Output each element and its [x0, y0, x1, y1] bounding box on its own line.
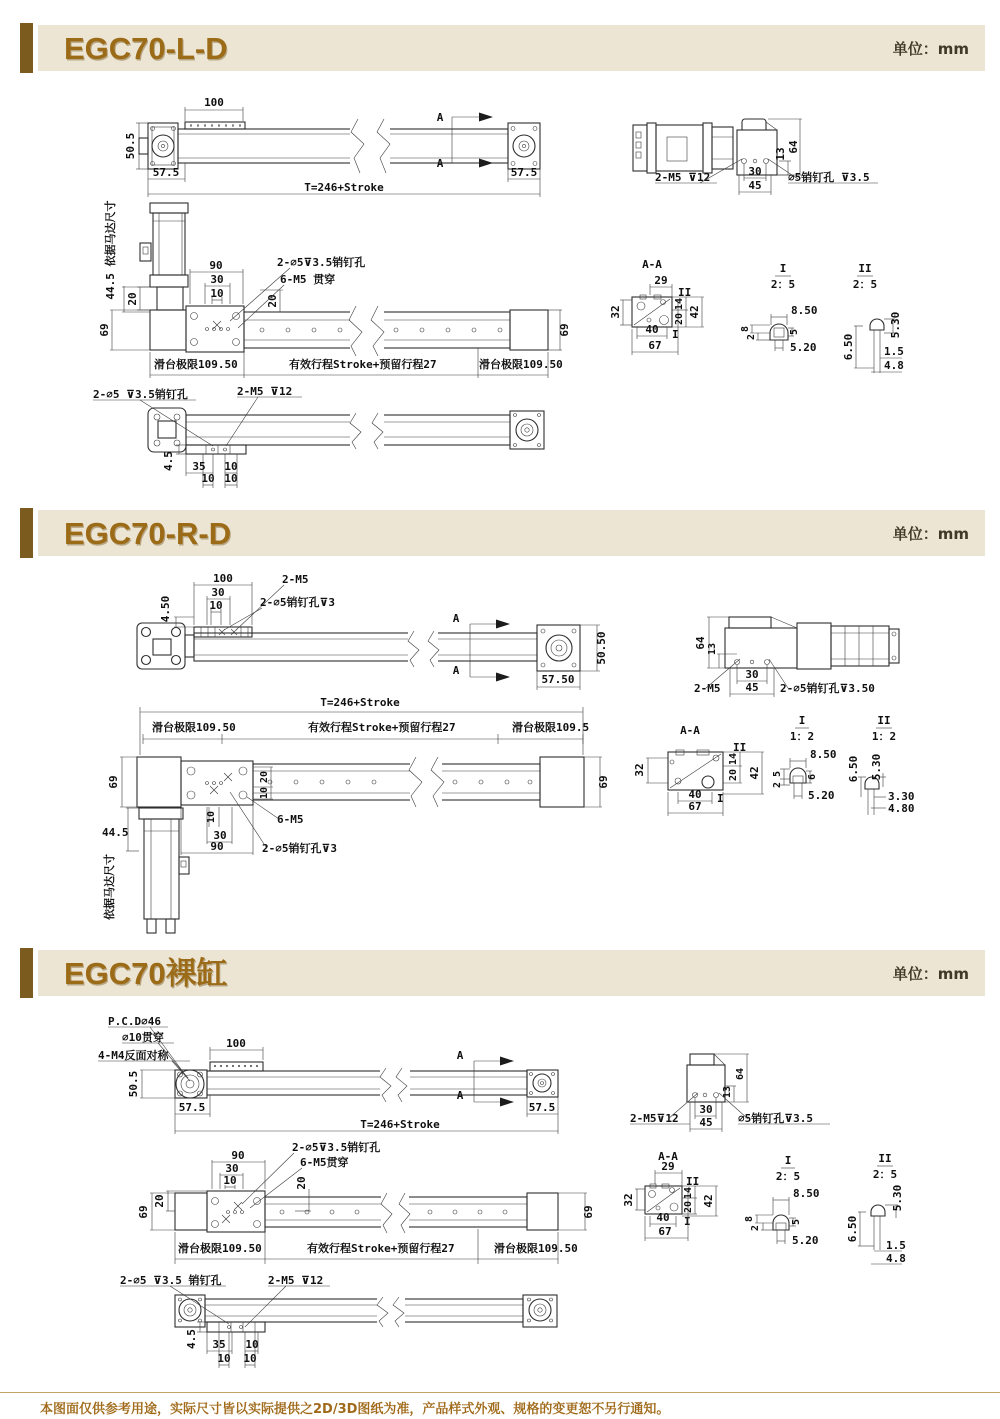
dim-di-8: 8	[740, 325, 751, 333]
detail-i-title: I	[798, 714, 806, 727]
s1-section-aa	[609, 258, 704, 355]
dim-aa-32: 32	[609, 305, 622, 319]
dim-slider-length: 100	[204, 96, 224, 109]
dim-pin-span: 45	[745, 681, 759, 694]
dim-slider-length: 100	[213, 572, 233, 585]
dim-slider-30: 30	[225, 1162, 239, 1175]
motor-size-note: 44.5 依据马达尺寸	[104, 200, 117, 300]
dim-slider-30: 30	[210, 273, 224, 286]
s2-detail-ii	[847, 714, 915, 815]
detail-marker-ii: II	[733, 741, 747, 754]
dim-aa-67: 67	[688, 800, 702, 813]
dim-right-end: 57.5	[528, 1101, 556, 1114]
s2-end-view	[694, 617, 899, 697]
limit-right-label: 滑台极限109.50	[479, 358, 563, 371]
dim-height-69-right: 69	[597, 775, 610, 789]
dim-dii-650: 6.50	[842, 333, 855, 361]
tap-callout: 2-M5 ⊽12	[237, 385, 293, 398]
s2-section-aa	[633, 724, 764, 816]
dim-end-height: 64	[735, 1067, 746, 1081]
dim-aa-42: 42	[688, 305, 701, 319]
dim-dii-530: 5.30	[891, 1184, 904, 1212]
dim-aa-20: 20	[683, 1200, 694, 1214]
dim-aa-40: 40	[645, 323, 659, 336]
tap-callout: 6-M5贯穿	[300, 1156, 349, 1169]
detail-ii-scale: 1：2	[871, 730, 897, 743]
detail-ii-title: II	[858, 262, 872, 275]
dim-pin-offset: 13	[774, 147, 787, 161]
dim-left-20: 20	[153, 1194, 166, 1208]
dim-di-850: 8.50	[810, 748, 837, 761]
dim-aa-14: 14	[674, 297, 685, 311]
detail-marker-ii: II	[678, 286, 692, 299]
dim-bot-45: 4.5	[162, 451, 175, 471]
dim-aa-20: 20	[674, 312, 685, 326]
s1-top-view	[124, 96, 540, 197]
stroke-label: 有效行程Stroke+预留行程27	[307, 1242, 455, 1255]
detail-i-title: I	[784, 1154, 792, 1167]
dim-di-5: 5	[791, 1218, 802, 1226]
section-title-3: EGC70裸缸	[64, 955, 228, 991]
dim-bot-10c: 10	[224, 472, 238, 485]
unit-label: 单位：mm	[892, 39, 969, 58]
dim-30: 30	[211, 586, 225, 599]
section-cut-label: A	[436, 111, 444, 124]
s1-bottom-view	[93, 385, 544, 488]
stroke-label: 有效行程Stroke+预留行程27	[308, 721, 456, 734]
dim-dii-650: 6.50	[847, 755, 860, 783]
dim-aa-29: 29	[661, 1160, 675, 1173]
limit-right-label: 滑台极限109.5	[512, 721, 590, 734]
tap-callout: 2-M5 ⊽12	[268, 1274, 324, 1287]
dim-aa-29: 29	[654, 274, 668, 287]
dim-left-end: 57.5	[152, 166, 180, 179]
pin-callout: ∅5销钉孔⊽3.5	[738, 1112, 814, 1125]
dim-dii-530: 5.30	[870, 753, 883, 781]
section-cut-label: A	[436, 157, 444, 170]
dim-pin-offset: 13	[722, 1085, 733, 1099]
dim-height-69-left: 69	[107, 775, 120, 789]
tap-callout: 2-M5	[282, 573, 309, 586]
s2-side-view	[102, 696, 610, 933]
dim-aa-14: 14	[683, 1186, 694, 1200]
dim-body-height: 50.5	[127, 1070, 140, 1098]
section-aa-title: A-A	[658, 1150, 678, 1163]
through-hole-callout: ∅10贯穿	[122, 1031, 164, 1044]
dim-30: 30	[213, 829, 227, 842]
stroke-label: 有效行程Stroke+预留行程27	[289, 358, 437, 371]
dim-di-2: 2	[746, 333, 757, 341]
tap-callout: 2-M5	[694, 682, 721, 695]
dim-bot-10a: 10	[224, 460, 238, 473]
unit-label: 单位：mm	[892, 524, 969, 543]
dim-left-20: 20	[126, 292, 139, 306]
dim-di-850: 8.50	[793, 1187, 820, 1200]
footer-text: 本图面仅供参考用途，实际尺寸皆以实际提供之2D/3D图纸为准，产品样式外观、规格的变更恕不另行通知。	[40, 1402, 670, 1417]
s3-section-aa	[622, 1150, 718, 1241]
detail-marker-i: I	[684, 1215, 691, 1228]
limit-left-label: 滑台极限109.50	[152, 721, 236, 734]
dim-dii-48: 4.8	[886, 1252, 906, 1265]
dim-aa-14: 14	[728, 752, 739, 766]
limit-left-label: 滑台极限109.50	[154, 358, 238, 371]
detail-ii-scale: 2：5	[872, 1168, 898, 1181]
s2-top-view	[137, 572, 608, 690]
dim-di-520: 5.20	[808, 789, 835, 802]
dim-rail-20: 20	[266, 294, 279, 308]
dim-dii-480: 4.80	[888, 802, 915, 815]
s3-side-view	[137, 1140, 595, 1264]
section-cut-label: A	[456, 1089, 464, 1102]
limit-right-label: 滑台极限109.50	[494, 1242, 578, 1255]
pin-callout: 2-∅5销钉孔⊽3	[260, 596, 336, 609]
unit-label: 单位：mm	[892, 964, 969, 983]
dim-rail-20: 20	[295, 1176, 308, 1190]
dim-left-end: 57.5	[178, 1101, 206, 1114]
dim-di-850: 8.50	[791, 304, 818, 317]
dim-di-5: 5	[772, 770, 783, 778]
dim-dii-330: 3.30	[888, 790, 915, 803]
dim-aa-42: 42	[702, 1194, 715, 1208]
section-title-2: EGC70-R-D	[64, 515, 232, 551]
dim-slider-length: 100	[226, 1037, 246, 1050]
dim-90: 90	[210, 840, 224, 853]
s1-side-view	[98, 200, 571, 378]
dim-aa-32: 32	[622, 1193, 635, 1207]
dim-aa-20: 20	[728, 768, 739, 782]
dim-slider-10: 10	[210, 287, 224, 300]
detail-marker-ii: II	[686, 1175, 700, 1188]
tap-callout: 6-M5	[277, 813, 304, 826]
detail-ii-title: II	[878, 1152, 892, 1165]
pin-callout: ∅5销钉孔 ⊽3.5	[788, 171, 870, 184]
dim-aa-67: 67	[648, 339, 662, 352]
s3-detail-i	[744, 1154, 820, 1247]
section-header-2	[0, 510, 1000, 556]
header-bar	[38, 950, 985, 996]
egc70-bare-drawing	[0, 998, 1000, 1390]
dim-aa-42: 42	[748, 766, 761, 780]
section-cut-label: A	[452, 664, 460, 677]
detail-ii-title: II	[877, 714, 891, 727]
s3-end-view	[630, 1054, 830, 1132]
dim-slider-90: 90	[231, 1149, 245, 1162]
pin-callout: 2-∅5销钉孔⊽3.50	[780, 682, 875, 695]
egc70-r-d-drawing	[0, 555, 1000, 945]
s1-detail-ii	[842, 262, 904, 373]
detail-i-scale: 1：2	[789, 730, 815, 743]
limit-left-label: 滑台极限109.50	[178, 1242, 262, 1255]
pin-callout: 2-∅5 ⊽3.5 销钉孔	[120, 1274, 222, 1287]
header-accent-bar	[20, 948, 33, 998]
dim-445: 44.5	[102, 826, 129, 839]
dim-5750: 57.50	[541, 673, 575, 686]
header-accent-bar	[20, 23, 33, 73]
section-aa-title: A-A	[680, 724, 700, 737]
footer-note	[0, 1392, 1000, 1419]
detail-marker-i: I	[672, 328, 679, 341]
pin-callout: 2-∅5销钉孔⊽3	[262, 842, 338, 855]
dim-bot-10b: 10	[201, 472, 215, 485]
dim-di-8: 8	[744, 1215, 755, 1223]
s2-detail-i	[772, 714, 837, 802]
dim-bot-45: 4.5	[185, 1329, 198, 1349]
dim-bot-35: 35	[212, 1338, 226, 1351]
s1-detail-i	[740, 262, 818, 354]
dim-dii-48: 4.8	[884, 359, 904, 372]
detail-i-scale: 2：5	[775, 1170, 801, 1183]
s1-end-view	[633, 119, 878, 195]
dim-aa-40: 40	[688, 788, 702, 801]
dim-di-2: 2	[772, 781, 783, 789]
egc70-l-d-drawing	[0, 85, 1000, 505]
dim-aa-67: 67	[658, 1225, 672, 1238]
dim-total-length: T=246+Stroke	[320, 696, 400, 709]
detail-i-title: I	[779, 262, 787, 275]
header-accent-bar	[20, 508, 33, 558]
pcd-callout: P.C.D∅46	[108, 1015, 161, 1028]
dim-hole-span: 30	[699, 1103, 713, 1116]
dim-bot-10c: 10	[243, 1352, 257, 1365]
dim-di-520: 5.20	[790, 341, 817, 354]
section-cut-label: A	[456, 1049, 464, 1062]
dim-height-69-right: 69	[558, 323, 571, 337]
dim-hole-span: 30	[748, 165, 762, 178]
dim-hole-span: 30	[745, 668, 759, 681]
dim-bot-10a: 10	[245, 1338, 259, 1351]
section-aa-title: A-A	[642, 258, 662, 271]
dim-slider-90: 90	[209, 259, 223, 272]
detail-i-scale: 2：5	[770, 278, 796, 291]
dim-pin-span: 45	[748, 179, 762, 192]
dim-dii-530: 5.30	[889, 311, 902, 339]
dim-pin-span: 45	[699, 1116, 713, 1129]
dim-di-6: 6	[807, 773, 818, 781]
dim-right-end: 57.5	[510, 166, 538, 179]
dim-di-2: 2	[750, 1224, 761, 1232]
dim-dii-15: 1.5	[884, 345, 904, 358]
dim-end-height: 64	[787, 140, 800, 154]
s3-bottom-view	[120, 1273, 557, 1368]
detail-marker-i: I	[717, 792, 724, 805]
section-cut-label: A	[452, 612, 460, 625]
tap-callout: 2-M5 ⊽12	[655, 171, 711, 184]
dim-pin-offset: 13	[707, 642, 718, 656]
section-header-1	[0, 25, 1000, 71]
dim-height-69-right: 69	[582, 1205, 595, 1219]
dim-5050: 50.50	[595, 631, 608, 665]
dim-total-length: T=246+Stroke	[360, 1118, 440, 1131]
dim-10a: 10	[206, 810, 217, 824]
pin-callout: 2-∅5⊽3.5销钉孔	[292, 1141, 381, 1154]
motor-size-note: 依据马达尺寸	[103, 854, 116, 920]
dim-10b: 10	[259, 786, 270, 800]
dim-dii-15: 1.5	[886, 1239, 906, 1252]
tap-callout: 6-M5 贯穿	[280, 273, 336, 286]
dim-di-520: 5.20	[792, 1234, 819, 1247]
symmetric-callout: 4-M4反面对称	[98, 1049, 169, 1062]
header-bar	[38, 510, 985, 556]
header-bar	[38, 25, 985, 71]
dim-20: 20	[259, 770, 270, 784]
dim-slider-10: 10	[223, 1174, 237, 1187]
dim-total-length: T=246+Stroke	[304, 181, 384, 194]
s3-detail-ii	[846, 1152, 906, 1265]
dim-bot-10b: 10	[217, 1352, 231, 1365]
dim-body-height: 50.5	[124, 132, 137, 160]
dim-10: 10	[209, 599, 223, 612]
detail-ii-scale: 2：5	[852, 278, 878, 291]
pin-callout: 2-∅5⊽3.5销钉孔	[277, 256, 366, 269]
dim-aa-32: 32	[633, 763, 646, 777]
dim-end-height: 64	[694, 636, 707, 650]
dim-di-5: 5	[789, 328, 800, 336]
dim-dii-650: 6.50	[846, 1215, 859, 1243]
s3-top-view	[98, 1015, 558, 1134]
dim-height-69-left: 69	[98, 323, 111, 337]
dim-bot-35: 35	[192, 460, 206, 473]
dim-aa-40: 40	[656, 1211, 670, 1224]
dim-450: 4.50	[159, 595, 172, 623]
dim-height-69-left: 69	[137, 1205, 150, 1219]
section-title-1: EGC70-L-D	[64, 30, 228, 66]
section-header-3	[0, 950, 1000, 996]
tap-callout: 2-M5⊽12	[630, 1112, 679, 1125]
pin-callout: 2-∅5 ⊽3.5销钉孔	[93, 388, 188, 401]
